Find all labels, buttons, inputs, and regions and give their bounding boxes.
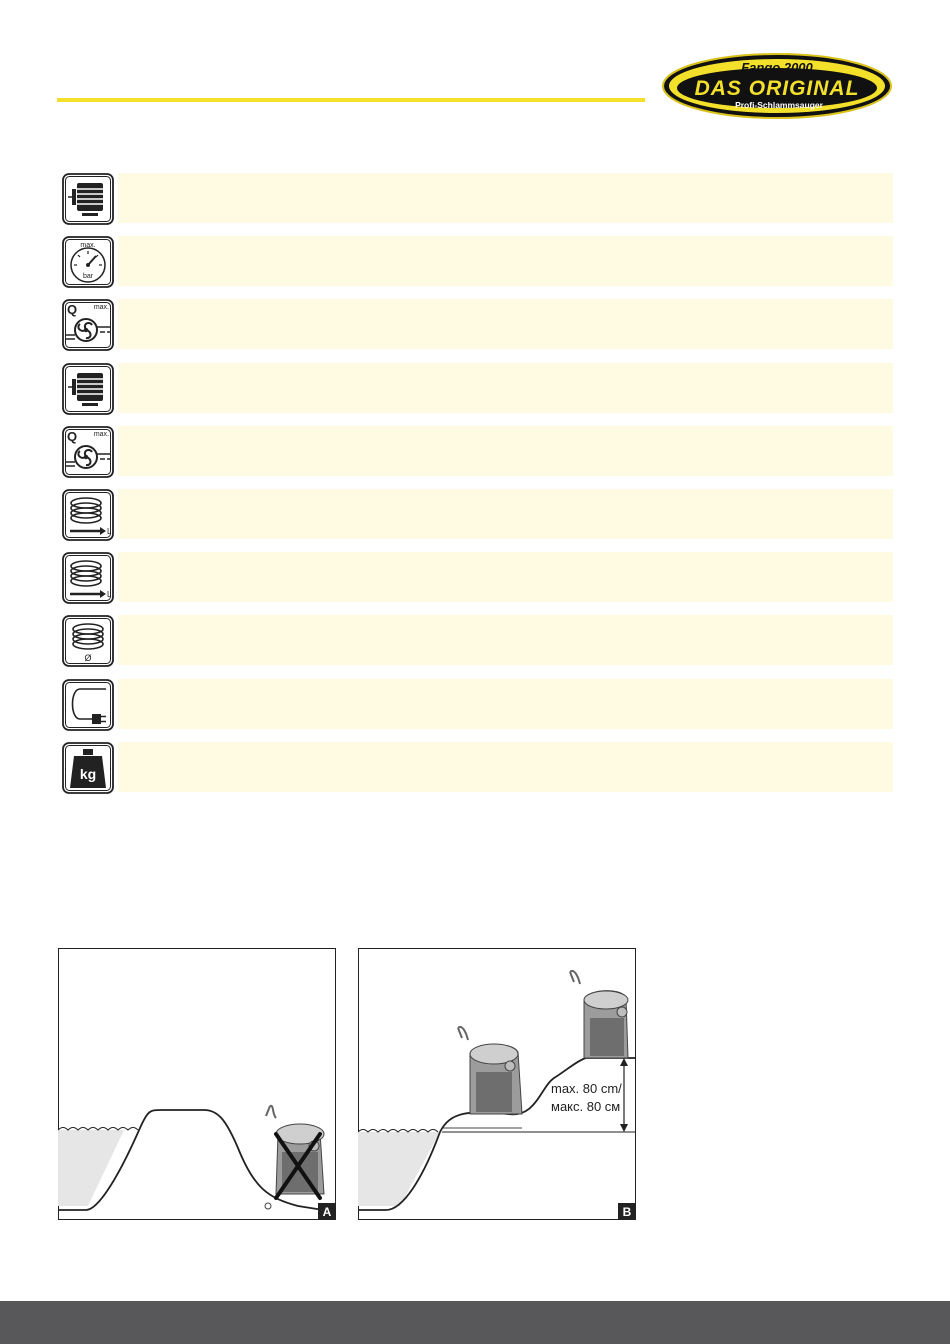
pressure-gauge-icon	[62, 236, 114, 288]
spec-value-cell	[118, 679, 893, 729]
spec-value-cell	[118, 742, 893, 792]
gauge-max-label: max.	[80, 242, 96, 250]
spec-row-hose-diameter	[60, 613, 893, 665]
spec-row-flow-rate	[60, 297, 893, 349]
spec-value-cell	[118, 363, 893, 413]
spec-row-power-cable	[60, 677, 893, 729]
diameter-label: Ø	[84, 653, 92, 664]
spec-value-cell	[118, 299, 893, 349]
q-label: Q	[67, 302, 78, 318]
spec-row-weight	[60, 740, 893, 792]
motor-icon	[62, 173, 114, 225]
motor-icon	[62, 363, 114, 415]
spec-value-cell	[118, 236, 893, 286]
spec-value-cell	[118, 173, 893, 223]
height-label-ru: макс. 80 см	[551, 1099, 621, 1114]
spec-value-cell	[118, 426, 893, 476]
max-label: max.	[93, 304, 109, 312]
length-label: L	[107, 590, 112, 600]
spec-table	[60, 171, 893, 803]
diagram-b-label: B	[622, 1205, 632, 1219]
brand-top-line: Fango 2000	[741, 60, 813, 75]
max-label: max.	[93, 430, 109, 438]
power-cable-icon	[62, 679, 114, 731]
diagram-a-label: A	[322, 1205, 332, 1219]
hose-length-icon	[62, 489, 114, 541]
header-accent-rule	[57, 98, 645, 102]
spec-row-hose-length	[60, 487, 893, 539]
length-label: L	[107, 526, 112, 536]
q-label: Q	[67, 428, 78, 444]
spec-value-cell	[118, 615, 893, 665]
diagram-b-correct-placement	[358, 948, 636, 1220]
kg-label: kg	[79, 765, 97, 782]
spec-value-cell	[118, 552, 893, 602]
brand-main-line: DAS ORIGINAL	[694, 77, 860, 100]
brand-logo	[661, 52, 893, 120]
brand-tagline: Profi-Schlammsauger	[735, 100, 823, 110]
gauge-unit-label: bar	[82, 273, 94, 281]
weight-icon	[62, 742, 114, 794]
pump-flow-icon	[62, 426, 114, 478]
spec-row-flow-rate-2	[60, 424, 893, 476]
spec-value-cell	[118, 489, 893, 539]
diagram-a-incorrect-placement	[58, 948, 336, 1220]
height-label-de: max. 80 cm/	[551, 1081, 622, 1096]
hose-length-icon	[62, 552, 114, 604]
pump-flow-icon	[62, 299, 114, 351]
footer-bar	[0, 1301, 950, 1344]
spec-row-motor-power-2	[60, 361, 893, 413]
spec-row-pressure	[60, 234, 893, 286]
hose-diameter-icon	[62, 615, 114, 667]
spec-row-motor-power	[60, 171, 893, 223]
spec-row-hose-length-2	[60, 550, 893, 602]
